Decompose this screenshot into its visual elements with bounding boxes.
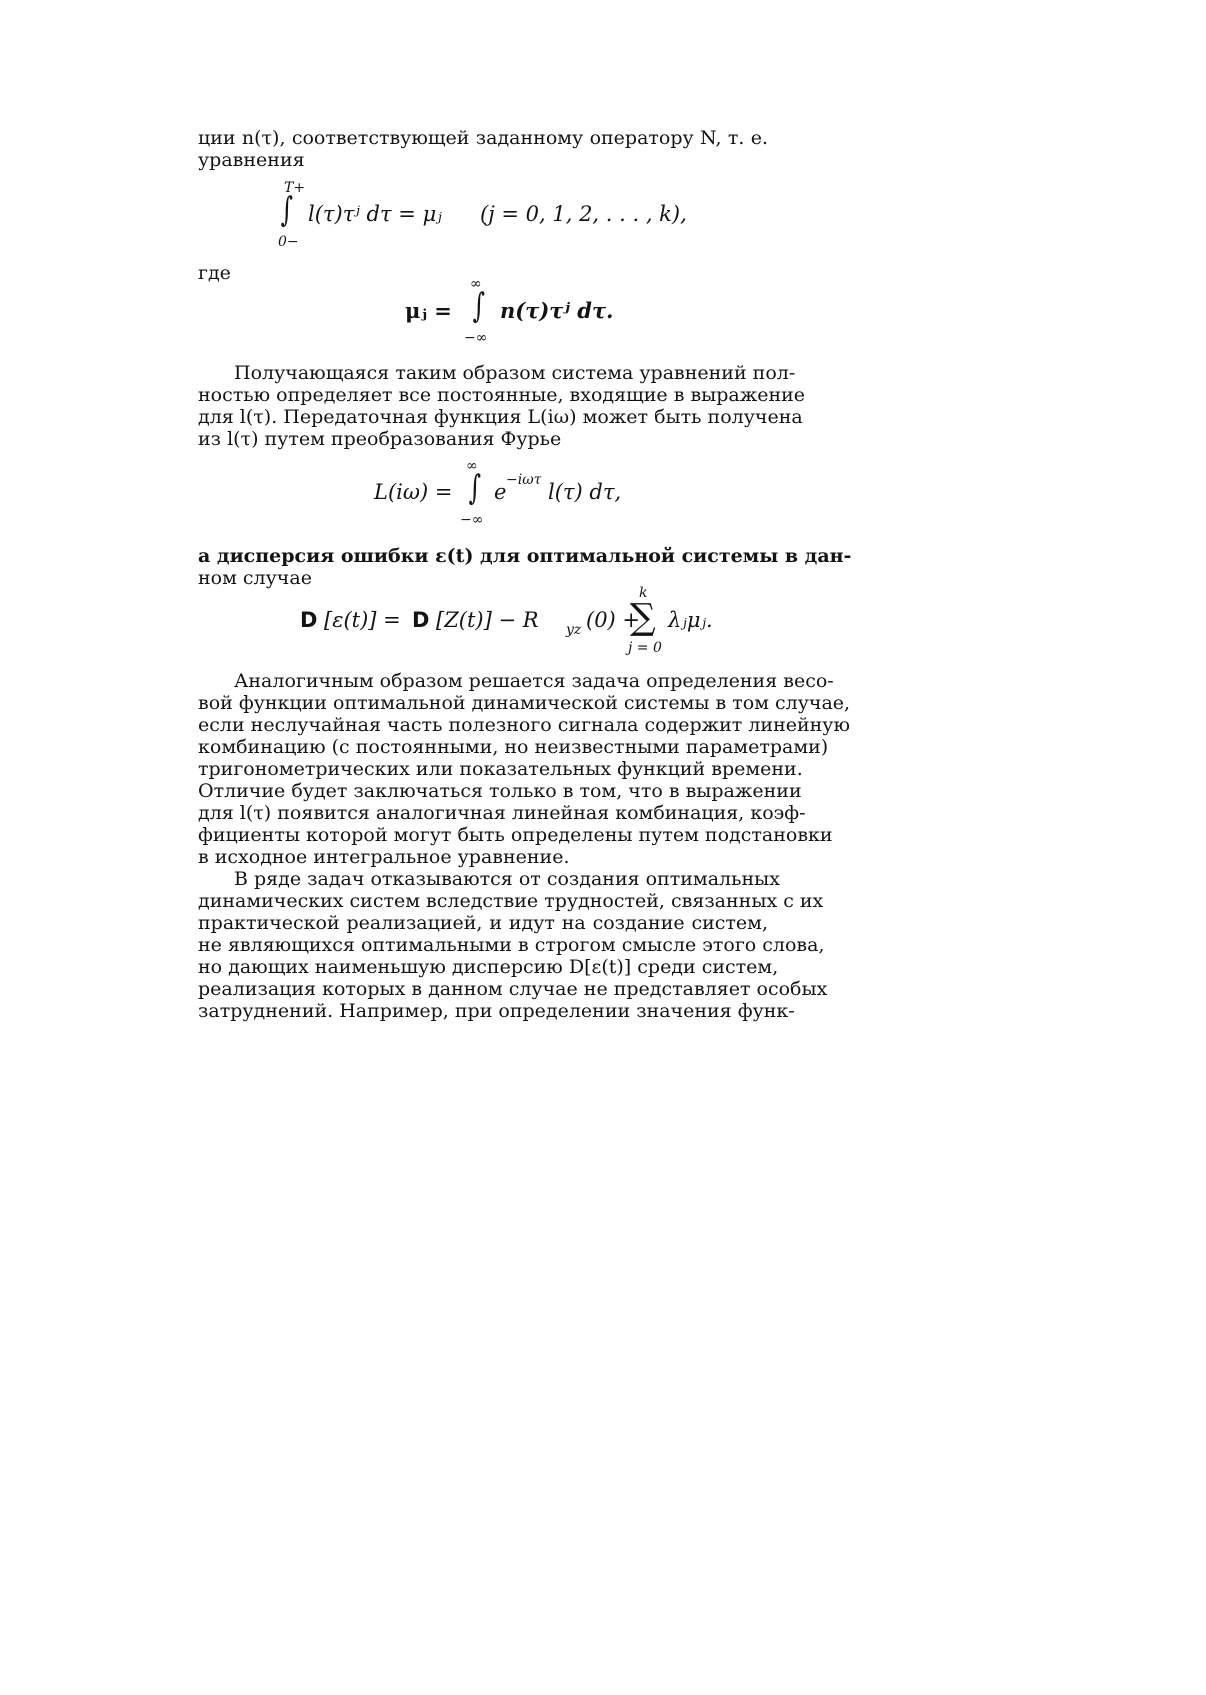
dispersion-symbol: D	[412, 608, 430, 632]
text-line: где	[198, 262, 231, 284]
equation-lhs: L(iω) =	[374, 480, 453, 504]
text-line: для l(τ) появится аналогичная линейная комбинация, коэф-	[198, 802, 806, 824]
text-line: реализация которых в данном случае не представляет особых	[198, 978, 828, 1000]
text-line: Аналогичным образом решается задача определения весо-	[234, 670, 834, 692]
integral-upper-limit: T+	[284, 180, 306, 196]
equation-condition: (j = 0, 1, 2, . . . , k),	[480, 202, 687, 226]
equation-rest: l(τ) dτ,	[548, 480, 622, 504]
integral-lower-limit: −∞	[460, 512, 484, 528]
text-line: тригонометрических или показательных функций времени.	[198, 758, 803, 780]
sum-upper-limit: k	[639, 585, 648, 601]
equation-body: l(τ)τʲ dτ = μⱼ	[308, 202, 442, 226]
text-line: уравнения	[198, 149, 305, 171]
text-line: динамических систем вследствие трудностей, связанных с их	[198, 890, 824, 912]
equation-part: [Z(t)] − R	[436, 608, 539, 632]
text-line: Отличие будет заключаться только в том, что в выражении	[198, 780, 802, 802]
text-line: В ряде задач отказываются от создания оптимальных	[234, 868, 780, 890]
text-line: затруднений. Например, при определении значения функ-	[198, 1000, 795, 1022]
text-line: для l(τ). Передаточная функция L(iω) может быть получена	[198, 406, 803, 428]
text-line: если неслучайная часть полезного сигнала содержит линейную	[198, 714, 851, 736]
text-line: фициенты которой могут быть определены путем подстановки	[198, 824, 833, 846]
text-line: не являющихся оптимальными в строгом смысле этого слова,	[198, 934, 825, 956]
text-line: но дающих наименьшую дисперсию D[ε(t)] среди систем,	[198, 956, 779, 978]
text-line: практической реализацией, и идут на создание систем,	[198, 912, 768, 934]
integral-lower-limit: 0−	[278, 234, 299, 250]
dispersion-symbol: D	[300, 608, 318, 632]
sum-sign: ∑	[630, 597, 656, 638]
text-line: в исходное интегральное уравнение.	[198, 846, 570, 868]
sum-lower-limit: j = 0	[628, 640, 662, 656]
equation-part: λⱼμⱼ.	[668, 608, 713, 632]
text-line: Получающаяся таким образом система уравнений пол-	[234, 362, 796, 384]
integral-sign: ∫	[472, 286, 486, 326]
integral-sign: ∫	[280, 190, 294, 230]
equation-exponent: −iωτ	[506, 472, 542, 488]
text-line: из l(τ) путем преобразования Фурье	[198, 428, 562, 450]
equation-base: e	[494, 480, 507, 504]
text-line: ностью определяет все постоянные, входящие в выражение	[198, 384, 806, 406]
equation-body: n(τ)τʲ dτ.	[500, 298, 614, 323]
integral-upper-limit: ∞	[466, 458, 478, 474]
equation-part: (0) +	[586, 608, 641, 632]
text-line: ции n(τ), соответствующей заданному оператору N, т. е.	[198, 127, 768, 149]
text-line: а дисперсия ошибки ε(t) для оптимальной системы в дан-	[198, 545, 852, 567]
equation-part: [ε(t)] =	[324, 608, 401, 632]
equation-lhs: μⱼ =	[405, 298, 452, 323]
text-line: комбинацию (с постоянными, но неизвестными параметрами)	[198, 736, 829, 758]
integral-sign: ∫	[468, 468, 482, 508]
integral-lower-limit: −∞	[464, 330, 488, 346]
text-line: вой функции оптимальной динамической системы в том случае,	[198, 692, 851, 714]
integral-upper-limit: ∞	[470, 276, 482, 292]
text-line: ном случае	[198, 567, 312, 589]
subscript: yz	[566, 622, 582, 638]
